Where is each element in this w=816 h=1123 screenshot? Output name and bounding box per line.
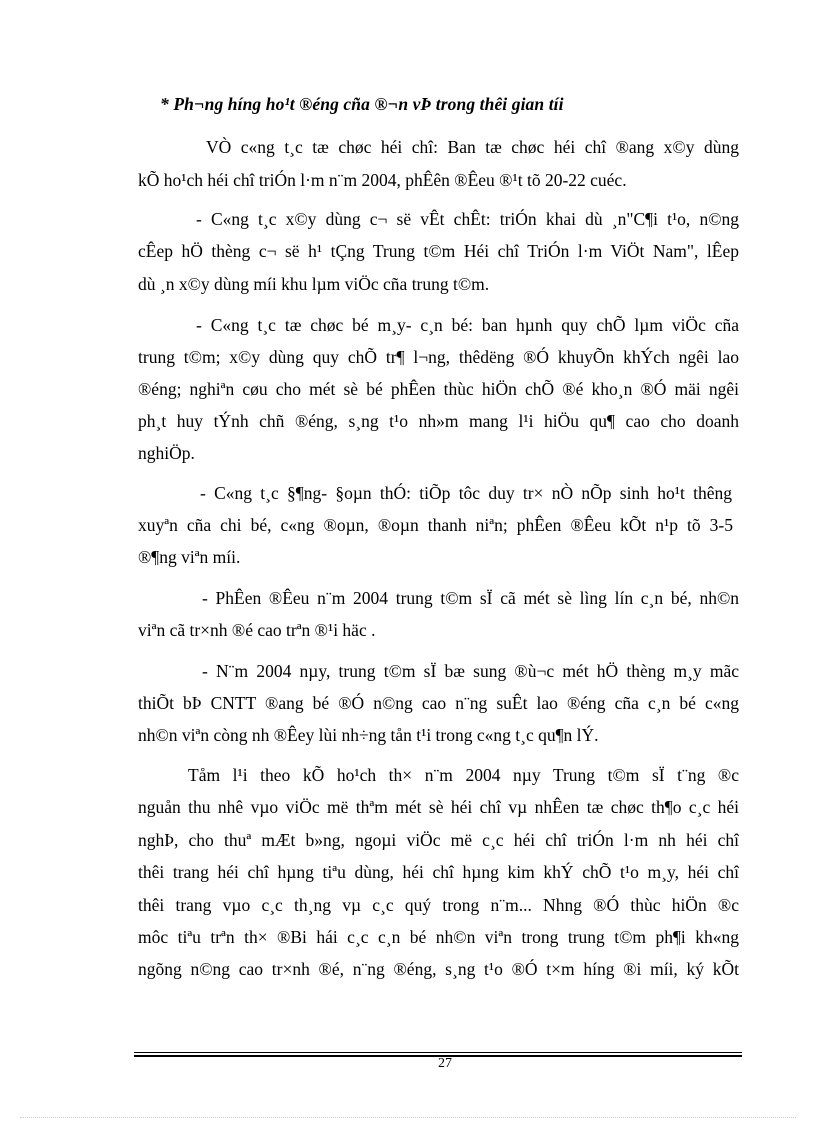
paragraph-line: thiÕt bÞ CNTT ®ang bé ®Ó n©ng cao n¨ng suÊt lao ®éng cña c¸n bé c«ng <box>138 693 739 713</box>
paragraph-line: nh©n viªn còng nh ®Êey lùi nh÷ng tån t¹i trong c«ng t¸c qu¶n lÝ. <box>138 725 599 745</box>
paragraph-line: VÒ c«ng t¸c tæ chøc héi chî: Ban tæ chøc héi chî ®ang x©y dùng <box>206 137 739 157</box>
paragraph-line: thêi trang vµo c¸c th¸ng vµ c¸c quý trong n¨m... Nhng ®Ó thùc hiÖn ®c <box>138 895 739 915</box>
paragraph-line: ®¶ng viªn míi. <box>138 547 241 567</box>
paragraph-line: cÊep hÖ thèng c¬ së h¹ tÇng Trung t©m Héi chî TriÓn l·m ViÖt Nam", lÊep <box>138 241 739 261</box>
paragraph-line: kÕ ho¹ch héi chî triÓn l·m n¨m 2004, phÊên ®Êeu ®¹t tõ 20-22 cuéc. <box>138 170 627 190</box>
paragraph-line: môc tiªu trªn th× ®Bi hái c¸c c¸n bé nh©n viªn trong trung t©m ph¶i kh«ng <box>138 927 739 947</box>
paragraph-line: dù ¸n x©y dùng míi khu lµm viÖc cña trung t©m. <box>138 274 490 294</box>
paragraph-line: viªn cã tr×nh ®é cao trªn ®¹i häc . <box>138 620 376 640</box>
paragraph-line: trung t©m; x©y dùng quy chÕ tr¶ l¬ng, thêdëng ®Ó khuyÕn khÝch ngêi lao <box>138 347 739 367</box>
paragraph-line: ngõng n©ng cao tr×nh ®é, n¨ng ®éng, s¸ng t¹o ®Ó t×m híng ®i míi, ký kÕt <box>138 959 739 979</box>
paragraph-line: thêi trang héi chî hµng tiªu dùng, héi chî hµng kim khÝ chÕ t¹o m¸y, héi chî <box>138 862 739 882</box>
paragraph-line: - C«ng t¸c x©y dùng c¬ së vÊt chÊt: triÓn khai dù ¸n"C¶i t¹o, n©ng <box>196 209 739 229</box>
footer-rule <box>134 1052 742 1053</box>
page-number: 27 <box>438 1056 452 1071</box>
paragraph-line: - PhÊen ®Êeu n¨m 2004 trung t©m sÏ cã mét sè lìng lín c¸n bé, nh©n <box>202 588 739 608</box>
section-heading: * Ph¬ng híng ho¹t ®éng cña ®¬n vÞ trong thêi gian tíi <box>160 94 564 114</box>
paragraph-line: nghiÖp. <box>138 443 195 463</box>
paragraph-line: ph¸t huy tÝnh chñ ®éng, s¸ng t¹o nh»m mang l¹i hiÖu qu¶ cao cho doanh <box>138 411 739 431</box>
paragraph-line: nghÞ, cho thuª mÆt b»ng, ngoµi viÖc më c¸c héi chî triÓn l·m nh héi chî <box>138 830 739 850</box>
paragraph-line: - C«ng t¸c tæ chøc bé m¸y- c¸n bé: ban hµnh quy chÕ lµm viÖc cña <box>196 315 739 335</box>
paragraph-line: - N¨m 2004 nµy, trung t©m sÏ bæ sung ®ù¬c mét hÖ thèng m¸y mãc <box>202 661 739 681</box>
page-border-bottom <box>20 1117 796 1118</box>
paragraph-line: ®éng; nghiªn cøu cho mét sè bé phÊen thùc hiÖn chÕ ®é kho¸n ®Ó mäi ngêi <box>138 379 739 399</box>
paragraph-line: nguån thu nhê vµo viÖc më thªm mét sè héi chî vµ nhÊen tæ chøc th¶o c¸c héi <box>138 797 739 817</box>
paragraph-line: xuyªn cña chi bé, c«ng ®oµn, ®oµn thanh niªn; phÊen ®Êeu kÕt n¹p tõ 3-5 <box>138 515 733 535</box>
paragraph-line: Tåm l¹i theo kÕ ho¹ch th× n¨m 2004 nµy Trung t©m sÏ t¨ng ®c <box>188 765 739 785</box>
paragraph-line: - C«ng t¸c §¶ng- §oµn thÓ: tiÕp tôc duy tr× nÒ nÕp sinh ho¹t thêng <box>200 483 732 503</box>
